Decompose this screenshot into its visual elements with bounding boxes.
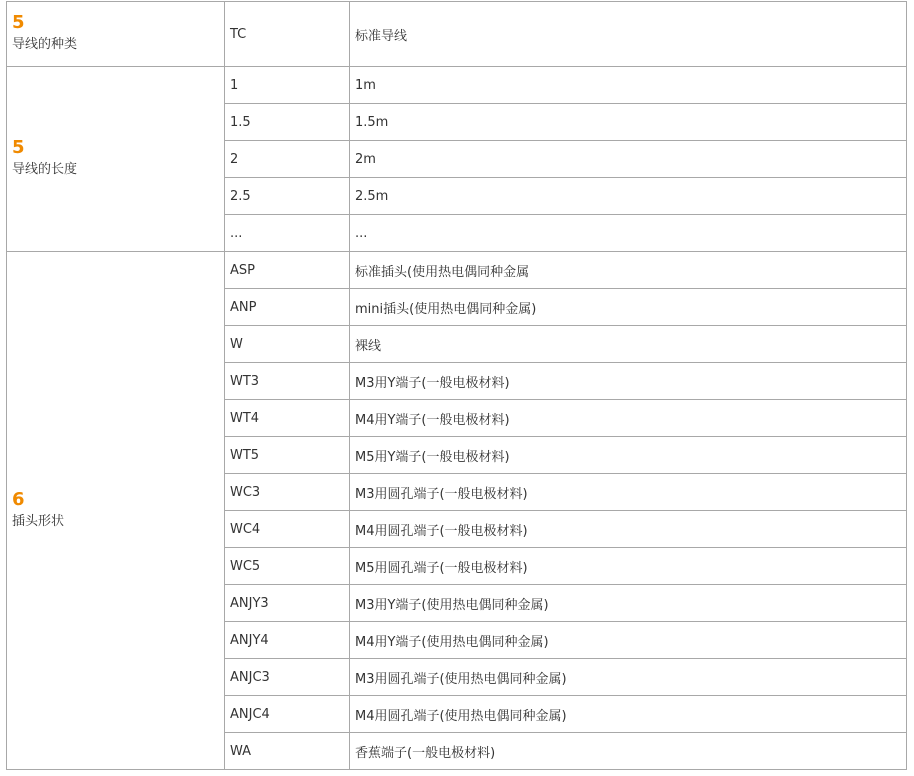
- code-cell: WC4: [225, 511, 350, 548]
- desc-cell: mini插头(使用热电偶同种金属): [350, 289, 907, 326]
- code-cell: WT5: [225, 437, 350, 474]
- code-cell: ANJY4: [225, 622, 350, 659]
- desc-cell: M3用Y端子(使用热电偶同种金属): [350, 585, 907, 622]
- desc-cell: M4用圆孔端子(使用热电偶同种金属): [350, 696, 907, 733]
- code-cell: ANJY3: [225, 585, 350, 622]
- code-cell: WC5: [225, 548, 350, 585]
- code-cell: W: [225, 326, 350, 363]
- code-cell: ANJC4: [225, 696, 350, 733]
- desc-cell: 香蕉端子(一般电极材料): [350, 733, 907, 770]
- code-cell: ANP: [225, 289, 350, 326]
- desc-cell: M4用圆孔端子(一般电极材料): [350, 511, 907, 548]
- desc-cell: 1m: [350, 67, 907, 104]
- code-cell: 2.5: [225, 178, 350, 215]
- code-cell: WT4: [225, 400, 350, 437]
- group-label: 导线的长度: [12, 162, 78, 177]
- code-cell: ASP: [225, 252, 350, 289]
- desc-cell: 1.5m: [350, 104, 907, 141]
- desc-cell: 标准插头(使用热电偶同种金属: [350, 252, 907, 289]
- code-cell: WC3: [225, 474, 350, 511]
- table-row: [7, 252, 907, 289]
- desc-cell: M3用圆孔端子(使用热电偶同种金属): [350, 659, 907, 696]
- desc-cell: 2m: [350, 141, 907, 178]
- code-cell: WA: [225, 733, 350, 770]
- desc-cell: 裸线: [350, 326, 907, 363]
- group-number: 5: [12, 12, 25, 33]
- group-label: 导线的种类: [12, 37, 78, 52]
- code-cell: TC: [225, 2, 350, 67]
- code-cell: 1.5: [225, 104, 350, 141]
- desc-cell: M5用圆孔端子(一般电极材料): [350, 548, 907, 585]
- desc-cell: M3用圆孔端子(一般电极材料): [350, 474, 907, 511]
- desc-cell: M5用Y端子(一般电极材料): [350, 437, 907, 474]
- desc-cell: M4用Y端子(一般电极材料): [350, 400, 907, 437]
- group-cell-wire-type: [7, 2, 225, 67]
- code-cell: WT3: [225, 363, 350, 400]
- code-cell: ANJC3: [225, 659, 350, 696]
- desc-cell: ...: [350, 215, 907, 252]
- desc-cell: 2.5m: [350, 178, 907, 215]
- group-cell-plug-shape: [7, 252, 225, 770]
- desc-cell: M3用Y端子(一般电极材料): [350, 363, 907, 400]
- group-number: 6: [12, 488, 25, 510]
- code-cell: ...: [225, 215, 350, 252]
- spec-table: [6, 1, 907, 770]
- code-cell: 1: [225, 67, 350, 104]
- desc-cell: M4用Y端子(使用热电偶同种金属): [350, 622, 907, 659]
- desc-cell: 标准导线: [350, 2, 907, 67]
- table-row: [7, 2, 907, 67]
- code-cell: 2: [225, 141, 350, 178]
- group-number: 5: [12, 137, 25, 158]
- group-label: 插头形状: [12, 513, 65, 529]
- table-row: [7, 67, 907, 104]
- group-cell-wire-length: [7, 67, 225, 252]
